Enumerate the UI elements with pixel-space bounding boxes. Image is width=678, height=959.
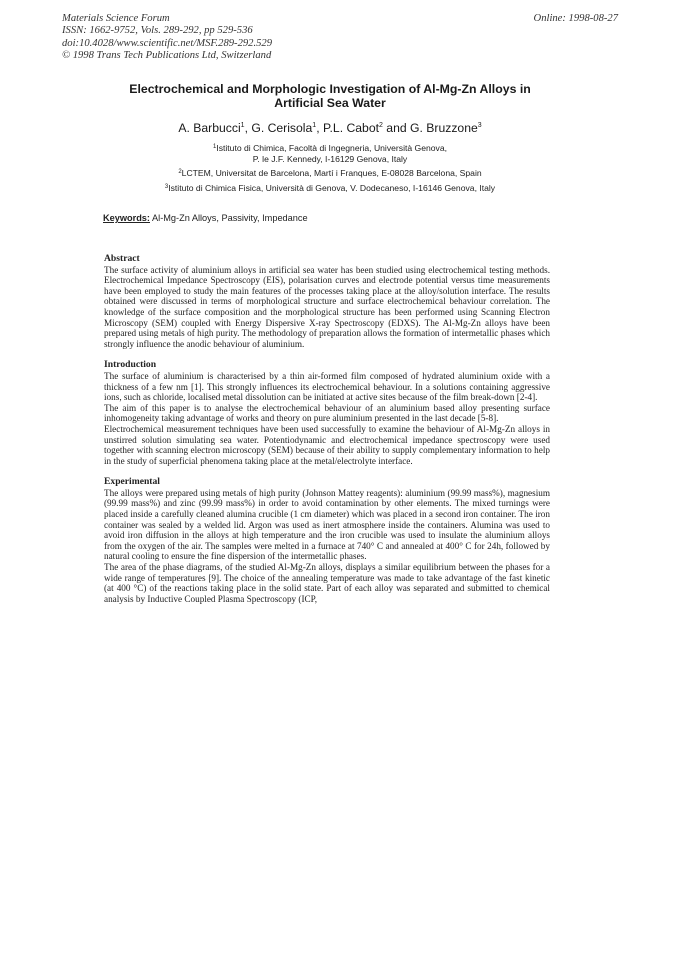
- journal-header: [62, 13, 272, 62]
- author-1: A. Barbucci: [178, 121, 241, 135]
- paper-title: [90, 83, 570, 110]
- experimental-paragraph-1: The alloys were prepared using metals of high purity (Johnson Mattey reagents): aluminium (99.99 mass%), magnesium (99.99 mass%) and zinc (99.99 mass%) in order to avoid contamination by other elements. The mixed turnings were placed inside a carefully cleaned alumina crucible (1 cm diameter) which was placed in a second iron container. The iron container was sealed by a welded lid. Argon was used as inert atmosphere inside the containers. Alumina was used to avoid iron diffusion in the alloys at high temperature and the iron crucible was used to insulate the aluminium alloys from the oxygen of the air. The samples were melted in a furnace at 740° C and annealed at 400° C for 24h, followed by natural cooling to ensure the fine dispersion of the intermetallic phases.: [104, 487, 550, 562]
- author-4: and G. Bruzzone: [382, 121, 478, 135]
- author-2-affil: 1: [312, 122, 317, 129]
- abstract-text: The surface activity of aluminium alloys in artificial sea water has been studied using electrochemical testing methods. Electrochemical Impedance Spectroscopy (EIS), polarisation curves and electrode potential versus time measurements have been employed to study the main features of the processes taking place at the alloy/solution interface. The results obtained were discussed in terms of morphological structure and surface electrochemical behaviour correlation. The knowledge of the surface composition and the morphological structure has been performed using Scanning Electron Microscopy (SEM) coupled with Energy Dispersive X-ray Spectroscopy (EDXS). The Al-Mg-Zn alloys have been prepared using metals of high purity. The methodology of preparation allows the formation of intermetallic phases which strongly influence the anodic behaviour of aluminium.: [104, 264, 550, 349]
- affiliation-2: [90, 168, 570, 179]
- author-3-affil: 2: [379, 122, 383, 129]
- affiliation-3: [90, 183, 570, 194]
- experimental-paragraph-2: The area of the phase diagrams, of the studied Al-Mg-Zn alloys, displays a similar equilibrium between the phases for a wide range of temperatures [9]. The choice of the annealing temperature was made to take advantage of the fast kinetic (at 400 °C) of the reactions taking place in the solid state. Part of each alloy was separated and submitted to chemical analysis by Inductive Coupled Plasma Spectroscopy (ICP,: [104, 562, 550, 604]
- affiliation-3-mark: 3: [164, 183, 169, 190]
- copyright: © 1998 Trans Tech Publications Ltd, Switzerland: [62, 49, 272, 61]
- affiliation-3-line-1: Istituto di Chimica Fisica, Università di Genova, V. Dodecaneso, I-16146 Genova, Italy: [168, 182, 496, 193]
- affiliation-1-line-1: Istituto di Chimica, Facoltà di Ingegneria, Università Genova,: [216, 143, 448, 153]
- paper-body: [104, 254, 550, 604]
- affiliation-2-line-1: LCTEM, Universitat de Barcelona, Martí i Franques, E-08028 Barcelona, Spain: [181, 168, 482, 179]
- introduction-paragraph-2: The aim of this paper is to analyse the electrochemical behaviour of an aluminium based alloy presenting surface inhomogeneity taking advantage of works and theory on pure aluminium presented in the last decade [5-8].: [104, 402, 550, 424]
- affiliation-2-mark: 2: [178, 169, 182, 176]
- introduction-paragraph-1: The surface of aluminium is characterised by a thin air-formed film composed of hydrated aluminium oxide with a thickness of a few nm [1]. This strongly influences its electrochemical behaviour. In a solutions containing aggressive ions, such as chloride, localised metal dissolution can be initiated at active sites because of the film break-down [2-4].: [104, 370, 550, 403]
- author-1-affil: 1: [240, 122, 245, 129]
- title-line-1: Electrochemical and Morphologic Investigation of Al-Mg-Zn Alloys in: [129, 82, 531, 96]
- affiliation-1-mark: 1: [212, 144, 217, 150]
- issn: ISSN: 1662-9752, Vols. 289-292, pp 529-536: [62, 25, 253, 37]
- author-3: , P.L. Cabot: [316, 121, 379, 135]
- keywords: [103, 213, 308, 223]
- doi: doi:10.4028/www.scientific.net/MSF.289-292.529: [62, 37, 272, 49]
- affiliation-1-line-2: P. le J.F. Kennedy, I-16129 Genova, Italy: [252, 154, 408, 165]
- affiliation-1: [90, 143, 570, 165]
- experimental-heading: Experimental: [104, 476, 160, 488]
- affiliations: [90, 143, 570, 197]
- introduction-heading: Introduction: [104, 359, 157, 371]
- keywords-label: Keywords:: [103, 213, 150, 223]
- abstract-heading: Abstract: [104, 253, 140, 264]
- journal-name: Materials Science Forum: [62, 13, 170, 24]
- author-list: [90, 121, 570, 136]
- author-2: , G. Cerisola: [244, 121, 313, 135]
- keywords-text: Al-Mg-Zn Alloys, Passivity, Impedance: [149, 213, 308, 223]
- author-4-affil: 3: [477, 122, 482, 129]
- title-line-2: Artificial Sea Water: [274, 95, 386, 110]
- introduction-paragraph-3: Electrochemical measurement techniques have been used successfully to examine the behaviour of Al-Mg-Zn alloys in unstirred solution simulating sea water. Potentiodynamic and electrochemical impedance spectroscopy were used together with scanning electron microscopy (SEM) because of their ability to supply complementary information to help in the study of superficial phenomena taking place at the metal/electrolyte interface.: [104, 423, 550, 466]
- online-date: Online: 1998-08-27: [533, 13, 618, 24]
